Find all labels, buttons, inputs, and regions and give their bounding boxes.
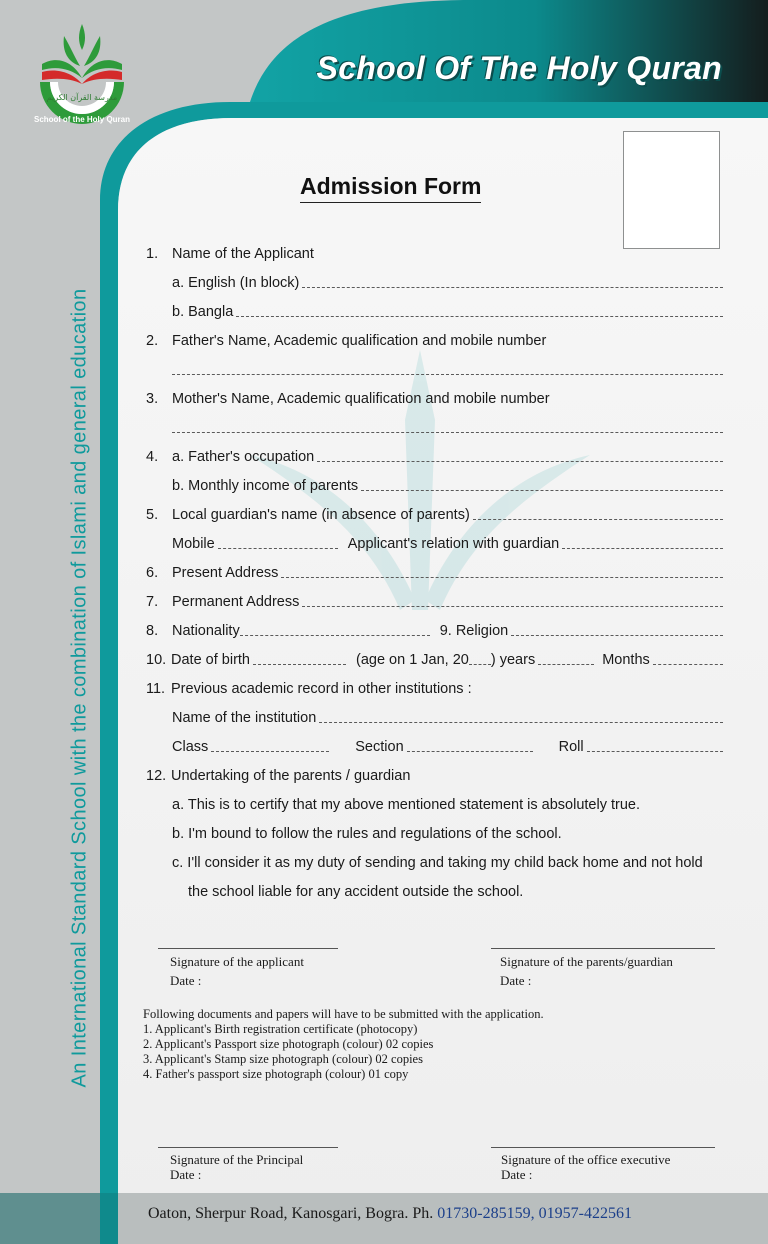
field-label: Name of the Applicant <box>172 246 314 262</box>
undertaking-text: c. I'll consider it as my duty of sending and taking my child back home and not hold <box>172 855 703 871</box>
signature-principal-label: Signature of the Principal <box>170 1152 304 1167</box>
item-number: 1. <box>146 246 159 262</box>
field-label: Date of birth <box>171 652 250 668</box>
field-label: a. Father's occupation <box>172 449 315 465</box>
item-number: 5. <box>146 507 159 523</box>
field-label: Father's Name, Academic qualification and mobile number <box>172 333 547 349</box>
fill-line-years[interactable] <box>538 664 594 665</box>
form-title: Admission Form <box>300 173 481 203</box>
field-guardian-mobile-relation[interactable] <box>172 532 723 552</box>
signature-line-office[interactable] <box>491 1147 715 1148</box>
field-label: Section <box>355 739 404 755</box>
undertaking-a <box>172 793 640 813</box>
item-number: 2. <box>146 333 159 349</box>
item-number: 6. <box>146 565 159 581</box>
field-label: b. Monthly income of parents <box>172 478 359 494</box>
signature-parents-date: Date : <box>500 973 532 988</box>
item-number: 3. <box>146 391 159 407</box>
field-name-english[interactable] <box>172 271 723 291</box>
address-text: Oaton, Sherpur Road, Kanosgari, Bogra. Ph. <box>148 1205 434 1222</box>
signature-line-principal[interactable] <box>158 1147 338 1148</box>
field-label: Mother's Name, Academic qualification and mobile number <box>172 391 550 407</box>
field-label: Class <box>172 739 209 755</box>
fill-line[interactable] <box>361 490 723 491</box>
documents-section <box>143 1007 723 1082</box>
item-number: 8. <box>146 623 159 639</box>
field-label: ) years <box>490 652 536 668</box>
undertaking-text: a. This is to certify that my above mentioned statement is absolutely true. <box>172 797 640 813</box>
field-applicant-name <box>146 242 723 262</box>
field-nationality-religion[interactable] <box>146 619 723 639</box>
fill-line-year[interactable] <box>469 664 491 665</box>
fill-line[interactable] <box>319 722 723 723</box>
fill-line-nationality[interactable] <box>240 635 430 636</box>
field-local-guardian[interactable] <box>146 503 723 523</box>
fill-line-months[interactable] <box>653 664 723 665</box>
photo-box[interactable] <box>623 131 720 249</box>
documents-intro: Following documents and papers will have to be submitted with the application. <box>143 1007 544 1021</box>
fill-line-class[interactable] <box>211 751 329 752</box>
signature-office-label: Signature of the office executive <box>501 1152 671 1167</box>
field-label: Roll <box>558 739 584 755</box>
tagline-text: An International Standard School with the combination of Islami and general education <box>68 288 91 1088</box>
signature-principal-date: Date : <box>170 1167 202 1182</box>
fill-line-mobile[interactable] <box>218 548 338 549</box>
fill-line-religion[interactable] <box>511 635 723 636</box>
item-number: 4. <box>146 449 159 465</box>
logo-arabic-text: مدرسة القرآن الكريم <box>46 93 118 102</box>
signature-applicant-date: Date : <box>170 973 202 988</box>
item-number: 12. <box>146 768 167 784</box>
undertaking-c-cont <box>188 880 523 900</box>
item-number: 11. <box>146 681 166 697</box>
field-institution-name[interactable] <box>172 706 723 726</box>
document-item: 3. Applicant's Stamp size photograph (colour) 02 copies <box>143 1052 423 1066</box>
field-label: Permanent Address <box>172 594 300 610</box>
fill-line[interactable] <box>302 606 723 607</box>
document-item: 1. Applicant's Birth registration certificate (photocopy) <box>143 1022 418 1036</box>
signature-office-date: Date : <box>501 1167 533 1182</box>
field-label: b. Bangla <box>172 304 234 320</box>
field-present-address[interactable] <box>146 561 723 581</box>
field-label: (age on 1 Jan, 20 <box>356 652 469 668</box>
school-logo <box>34 22 130 132</box>
field-mother-info-line[interactable] <box>172 416 723 436</box>
field-father-info <box>146 329 723 349</box>
logo-caption: School of the Holy Quran <box>34 115 130 124</box>
document-item: 4. Father's passport size photograph (colour) 01 copy <box>143 1067 409 1081</box>
fill-line[interactable] <box>172 432 723 433</box>
field-label: Undertaking of the parents / guardian <box>171 768 411 784</box>
field-father-occupation[interactable] <box>146 445 723 465</box>
fill-line[interactable] <box>236 316 723 317</box>
fill-line[interactable] <box>302 287 723 288</box>
field-label: Nationality <box>172 623 240 639</box>
fill-line[interactable] <box>281 577 723 578</box>
field-label: Name of the institution <box>172 710 317 726</box>
field-label: Months <box>602 652 650 668</box>
fill-line[interactable] <box>317 461 723 462</box>
fill-line[interactable] <box>172 374 723 375</box>
field-label: 9. Religion <box>439 623 509 639</box>
field-label: Applicant's relation with guardian <box>347 536 560 552</box>
signature-parents-label: Signature of the parents/guardian <box>500 954 673 969</box>
signature-applicant-label: Signature of the applicant <box>170 954 304 969</box>
field-undertaking <box>146 764 723 784</box>
school-name-title: School Of The Holy Quran <box>316 50 722 86</box>
field-label: Previous academic record in other institutions : <box>171 681 472 697</box>
field-monthly-income[interactable] <box>172 474 723 494</box>
field-previous-record <box>146 677 723 697</box>
fill-line[interactable] <box>473 519 723 520</box>
field-label: Local guardian's name (in absence of parents) <box>172 507 470 523</box>
fill-line-dob[interactable] <box>253 664 346 665</box>
signature-line-parents[interactable] <box>491 948 715 949</box>
item-number: 10. <box>146 652 167 668</box>
phone-numbers: 01730-285159, 01957-422561 <box>437 1205 632 1222</box>
undertaking-text: b. I'm bound to follow the rules and regulations of the school. <box>172 826 562 842</box>
field-permanent-address[interactable] <box>146 590 723 610</box>
fill-line-roll[interactable] <box>587 751 723 752</box>
field-label: Mobile <box>172 536 215 552</box>
field-date-of-birth[interactable] <box>146 648 723 668</box>
field-mother-info <box>146 387 723 407</box>
undertaking-c <box>172 851 703 871</box>
fill-line-section[interactable] <box>407 751 533 752</box>
field-father-info-line[interactable] <box>172 358 723 378</box>
footer-address <box>148 1205 632 1223</box>
field-label: Present Address <box>172 565 279 581</box>
fill-line-relation[interactable] <box>562 548 723 549</box>
undertaking-b <box>172 822 562 842</box>
field-label: a. English (In block) <box>172 275 300 291</box>
undertaking-text: the school liable for any accident outside the school. <box>188 884 524 900</box>
field-name-bangla[interactable] <box>172 300 723 320</box>
signature-line-applicant[interactable] <box>158 948 338 949</box>
item-number: 7. <box>146 594 159 610</box>
document-item: 2. Applicant's Passport size photograph (colour) 02 copies <box>143 1037 434 1051</box>
field-class-section-roll[interactable] <box>172 735 723 755</box>
